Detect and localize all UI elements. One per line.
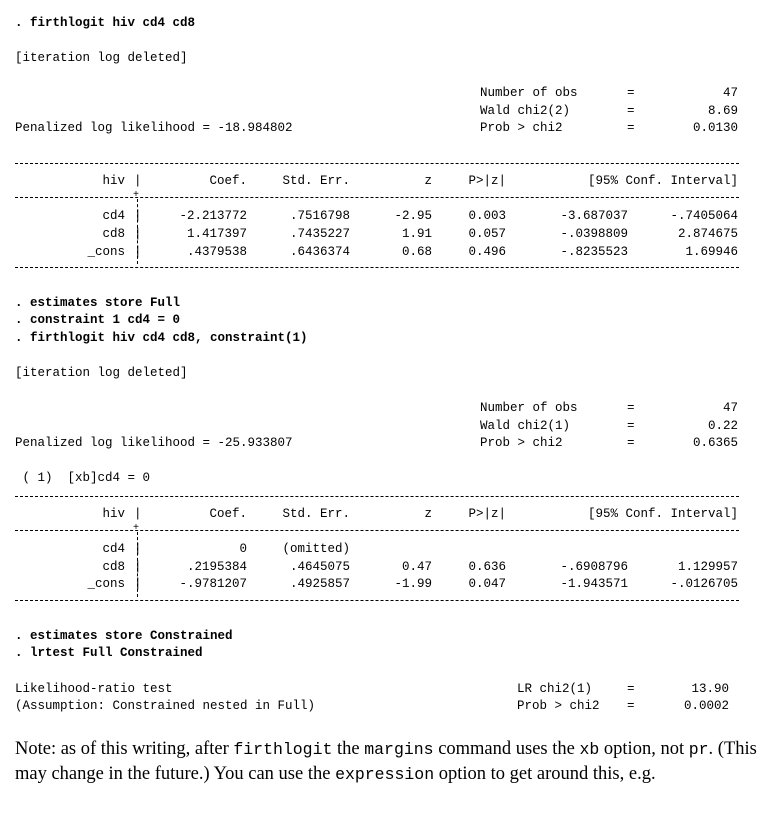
stat-label: LR chi2(1) <box>517 682 593 696</box>
header-z: z <box>424 174 432 188</box>
table-rule-bottom <box>15 267 739 268</box>
log-likelihood: Penalized log likelihood = -18.984802 <box>15 121 293 135</box>
header-ci: [95% Conf. Interval] <box>587 507 738 521</box>
stat-label: Prob > chi2 <box>480 121 563 135</box>
log-likelihood: Penalized log likelihood = -25.933807 <box>15 436 293 450</box>
table-rule-top <box>15 163 739 164</box>
table-rule-bottom <box>15 600 739 601</box>
stat-value: 0.22 <box>707 419 738 433</box>
inline-code: firthlogit <box>233 740 333 759</box>
inline-code: margins <box>364 740 434 759</box>
command-line: . estimates store Constrained <box>15 629 233 643</box>
lrtest-title: Likelihood-ratio test <box>15 682 173 696</box>
stat-label: Number of obs <box>480 86 578 100</box>
stat-value: 13.90 <box>691 682 729 696</box>
header-coef: Coef. <box>209 507 247 521</box>
header-z: z <box>424 507 432 521</box>
stat-eq: = <box>627 86 635 100</box>
header-p: P>|z| <box>468 174 506 188</box>
command-line: . firthlogit hiv cd4 cd8 <box>15 16 196 30</box>
table-rule-top <box>15 496 739 497</box>
stat-label: Prob > chi2 <box>517 699 600 713</box>
header-se: Std. Err. <box>282 174 350 188</box>
stat-label: Prob > chi2 <box>480 436 563 450</box>
stat-eq: = <box>627 104 635 118</box>
command-line: . estimates store Full <box>15 296 181 310</box>
inline-code: xb <box>579 740 600 759</box>
command-line: . firthlogit hiv cd4 cd8, constraint(1) <box>15 331 308 345</box>
command-line: . lrtest Full Constrained <box>15 646 203 660</box>
header-coef: Coef. <box>209 174 247 188</box>
stat-value: 47 <box>722 86 738 100</box>
command-line: . constraint 1 cd4 = 0 <box>15 313 181 327</box>
stat-value: 47 <box>722 401 738 415</box>
table-rule-mid <box>15 530 739 531</box>
column-separator: | <box>134 507 142 521</box>
stat-eq: = <box>627 121 635 135</box>
stat-eq: = <box>627 699 635 713</box>
stat-value: 0.0002 <box>683 699 729 713</box>
stat-value: 8.69 <box>707 104 738 118</box>
stat-eq: = <box>627 436 635 450</box>
header-se: Std. Err. <box>282 507 350 521</box>
stat-label: Wald chi2(2) <box>480 104 571 118</box>
stat-label: Wald chi2(1) <box>480 419 571 433</box>
stat-value: 0.0130 <box>692 121 738 135</box>
stat-value: 0.6365 <box>692 436 738 450</box>
stat-eq: = <box>627 401 635 415</box>
lrtest-assumption: (Assumption: Constrained nested in Full) <box>15 699 316 713</box>
table-cross: + <box>133 523 140 534</box>
inline-code: expression <box>335 765 435 784</box>
iteration-note: [iteration log deleted] <box>15 366 188 380</box>
header-var: hiv <box>102 507 125 521</box>
stat-eq: = <box>627 419 635 433</box>
stat-eq: = <box>627 682 635 696</box>
constraint-line: ( 1) [xb]cd4 = 0 <box>15 471 151 485</box>
header-var: hiv <box>102 174 125 188</box>
iteration-note: [iteration log deleted] <box>15 51 188 65</box>
header-p: P>|z| <box>468 507 506 521</box>
note-paragraph: Note: as of this writing, after firthlogit the margins command uses the xb option, not pr. (This may change in the future.) You can use the expression option to get around this, e.g. <box>15 739 757 784</box>
table-rule-mid <box>15 197 739 198</box>
stat-label: Number of obs <box>480 401 578 415</box>
table-cross: + <box>133 190 140 201</box>
column-separator: | <box>134 174 142 188</box>
header-ci: [95% Conf. Interval] <box>587 174 738 188</box>
inline-code: pr <box>688 740 709 759</box>
